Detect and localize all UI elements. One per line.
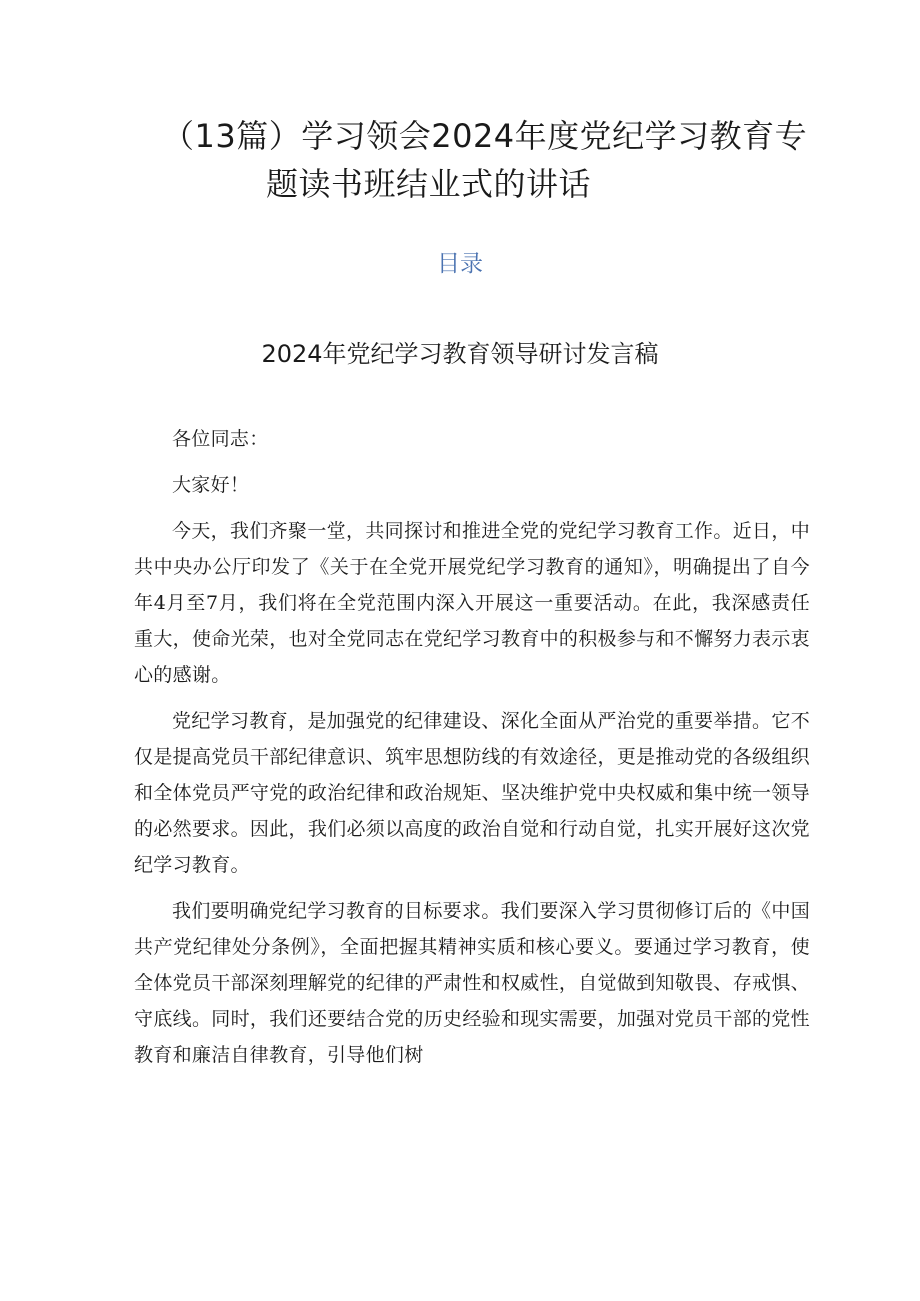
paragraph-2: 党纪学习教育，是加强党的纪律建设、深化全面从严治党的重要举措。它不仅是提高党员干部纪律意识、筑牢思想防线的有效途径，更是推动党的各级组织和全体党员严守党的政治纪律和政治规矩、坚决维护党中央权威和集中统一领导的必然要求。因此，我们必须以高度的政治自觉和行动自觉，扎实开展好这次党纪学习教育。 [134,710,810,876]
table-of-contents-heading[interactable]: 目录 [437,251,483,277]
document-body [134,421,810,1073]
greeting: 各位同志： [172,428,269,450]
paragraph-1: 今天，我们齐聚一堂，共同探讨和推进全党的党纪学习教育工作。近日，中共中央办公厅印发了《关于在全党开展党纪学习教育的通知》，明确提出了自今年4月至7月，我们将在全党范围内深入开展这一重要活动。在此，我深感责任重大，使命光荣，也对全党同志在党纪学习教育中的积极参与和不懈努力表示衷心的感谢。 [134,520,810,686]
hello-line: 大家好！ [172,474,250,496]
document-title-line-2: 题读书班结业式的讲话 [266,165,592,203]
section-title: 2024年党纪学习教育领导研讨发言稿 [261,340,659,368]
document-title [140,112,808,208]
paragraph-3: 我们要明确党纪学习教育的目标要求。我们要深入学习贯彻修订后的《中国共产党纪律处分条例》，全面把握其精神实质和核心要义。要通过学习教育，使全体党员干部深刻理解党的纪律的严肃性和权威性，自觉做到知敬畏、存戒惧、守底线。同时，我们还要结合党的历史经验和现实需要，加强对党员干部的党性教育和廉洁自律教育，引导他们树 [134,900,810,1066]
document-title-line-1: （13篇）学习领会2024年度党纪学习教育专 [162,117,808,155]
